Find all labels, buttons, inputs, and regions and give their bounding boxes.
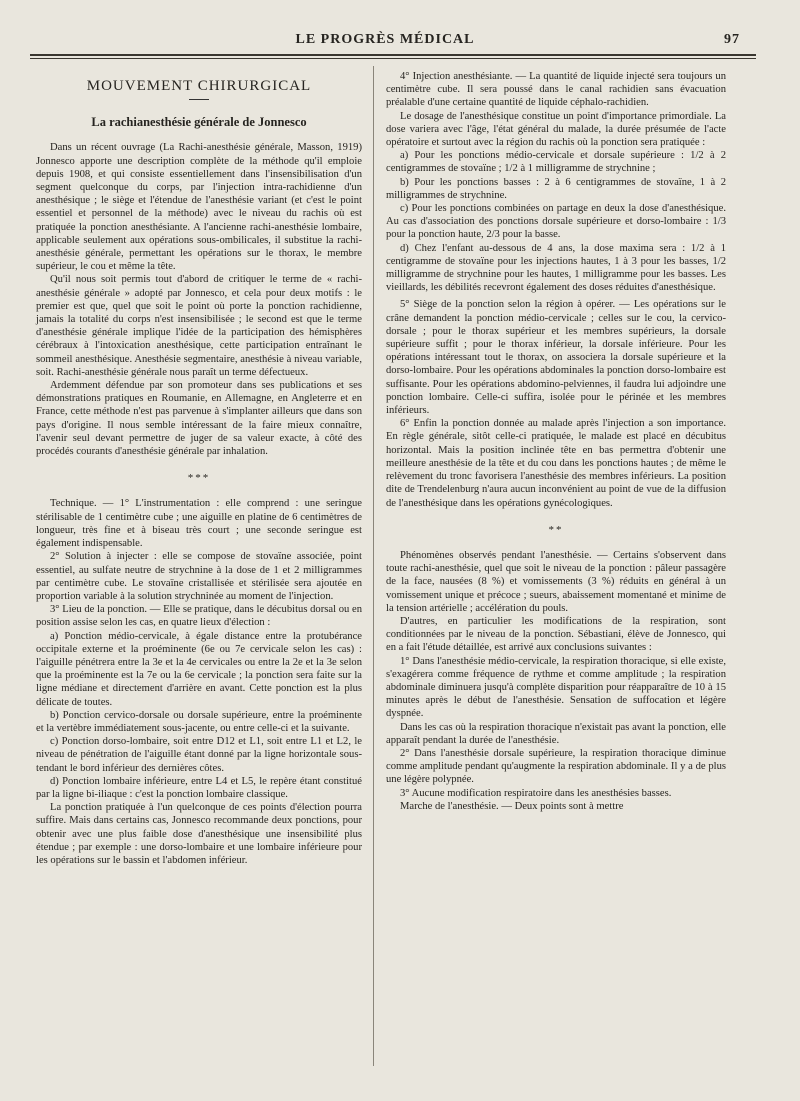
section-separator: ** [548,523,564,536]
paragraph: b) Ponction cervico-dorsale ou dorsale supérieure, entre la proéminente et la vertèbre immédiatement sous-jacente, ou entre celle-ci et la suivante. [36,709,362,734]
paragraph: Marche de l'anesthésie. — Deux points sont à mettre [400,800,624,812]
paragraph: Dans les cas où la respiration thoracique n'existait pas avant la ponction, elle apparaît pendant la durée de l'anesthésie. [386,721,726,746]
paragraph: D'autres, en particulier les modifications de la respiration, sont conditionnées par le niveau de la ponction. Sébastiani, élève de Jonnesco, qui en a fait l'étude détaillée, est arrivé aux conclusions suivantes : [386,615,726,654]
paragraph: 4° Injection anesthésiante. — La quantité de liquide injecté sera toujours un centimètre cube. Il sera poussé dans le canal rachidien sans évacuation préalable d'une certaine quantité de liquide céphalo-rachidien. [386,71,726,109]
paragraph: a) Pour les ponctions médio-cervicale et dorsale supérieure : 1/2 à 2 centigrammes de stovaïne ; 1/2 à 1 milligramme de strychnine ; [386,150,726,175]
paragraph: b) Pour les ponctions basses : 2 à 6 centigrammes de stovaïne, 1 à 2 milligrammes de strychnine. [386,176,726,201]
paragraph: Dans un récent ouvrage (La Rachi-anesthésie générale, Masson, 1919) Jonnesco apporte une description complète de la méthode qu'il emploie depuis 1908, et qui consiste essentiellement dans l'insensibilisation d'un segment quelconque du corps, par l'injection intra-rachidienne d'un anesthésique ; le siège et l'étendue de l'anesthésie variant (et c'est le point essentiel et personnel de la méthode) avec le niveau du rachis où est pratiquée la ponction anesthésiante. A l'ancienne rachi-anesthésie lombaire, applicable seulement aux opérations sous-ombilicales, il substitue la rachi-anesthésie générale, permettant les opérations sur le thorax, le membre supérieur, le cou et même la tête. [36,142,362,273]
section-separator: *** [187,472,211,485]
paragraph: Ardemment défendue par son promoteur dans ses publications et ses démonstrations pratiques en Roumanie, en Allemagne, en Angleterre et en France, cette méthode n'est pas parvenue à s'implanter ailleurs que dans son pays d'origine. Il nous semble intéressant de la faire mieux connaître, l'avenir seul devant permettre de juger de sa valeur exacte, à côté des procédés courants d'anesthésie générale par inhalation. [36,380,362,458]
column-divider [373,66,374,1066]
paragraph: 6° Enfin la ponction donnée au malade après l'injection a son importance. En règle générale, sitôt celle-ci pratiquée, le malade est placé en décubitus horizontal. Mais la position inclinée tête en bas permettra d'obtenir une meilleure anesthésie de la tête et du cou dans les ponctions hautes ; de même le relèvement du tronc favorisera l'anesthésie des membres inférieurs. La position dite de Trendelenburg n'aura aucun inconvénient au point de vue de la diffusion de l'anesthésique dans les opérations gynécologiques. [386,418,726,509]
article-title: La rachianesthésie générale de Jonnesco [91,115,307,130]
title-rule [189,99,209,100]
paragraph: d) Chez l'enfant au-dessous de 4 ans, la dose maxima sera : 1/2 à 1 centigramme de stovaïne pour les injections hautes, 1 à 3 pour les basses, 1/2 milligramme de strychnine pour les hautes, 1 milligramme pour les basses. Les vieillards, les débilités recevront également des doses réduites d'anesthésique. [386,242,726,294]
paragraph: Qu'il nous soit permis tout d'abord de critiquer le terme de « rachi-anesthésie générale » adopté par Jonnesco, et cela pour deux motifs : le premier est que, quel que soit le point où porte la ponction rachidienne, jamais la totalité du corps n'est insensibilisée ; le second est que le terme d'anesthésie générale implique l'idée de la participation des hémisphères cérébraux à l'intoxication anesthésique, cette participation entraînant le sommeil anesthésique. Anesthésie segmentaire, anesthésie à niveau variable, soit. Rachi-anesthésie générale nous paraît un terme défectueux. [36,274,362,378]
paragraph: 2° Solution à injecter : elle se compose de stovaïne associée, point essentiel, au sulfate neutre de strychnine à la dose de 1 et 2 milligrammes par centimètre cube. Le stovaïne cristallisée et stérilisée sera ajoutée en proportion variable à la solution strychninée au moment de l'injection. [36,551,362,602]
paragraph: La ponction pratiquée à l'un quelconque de ces points d'élection pourra suffire. Mais dans certains cas, Jonnesco recommande deux ponctions, pour obtenir avec une plus faible dose d'anesthésique une insensibilité plus étendue ; par exemple : une dorso-lombaire et une lombaire inférieure pour les opérations sur le bassin et l'abdomen inférieur. [36,802,362,866]
paragraph: 2° Dans l'anesthésie dorsale supérieure, la respiration thoracique diminue comme amplitude pendant qu'augmente la respiration abdominale. Il y a de plus une légère polypnée. [386,747,726,786]
paragraph: 5° Siège de la ponction selon la région à opérer. — Les opérations sur le crâne demandent la ponction médio-cervicale ; celles sur le cou, la cervico-dorsale ; pour le thorax supérieur et les membres supérieurs, la dorsale supérieure suffit ; pour le thorax inférieur, la dorsale inférieure. Pour les opérations intéressant tout le thorax, on associera la dorsale supérieure et la dorso-lombaire. Pour les opérations abdominales la ponction dorso-lombaire est suffisante. Pour les opérations abdomino-pelviennes, il faudra lui adjoindre une ponction lombaire. Celle-ci suffira, isolée pour le périnée et les membres inférieurs. [386,299,726,417]
paragraph: 1° Dans l'anesthésie médio-cervicale, la respiration thoracique, si elle existe, s'exagérera comme fréquence de rythme et comme amplitude ; la respiration abdominale diminuera jusqu'à complète disparition pour réapparaître de 10 à 15 minutes après le début de l'anesthésie. Sensation de suffocation et légère dyspnée. [386,655,726,720]
running-title: LE PROGRÈS MÉDICAL [295,32,475,47]
section-title: MOUVEMENT CHIRURGICAL [86,78,312,94]
page-header [30,30,740,52]
left-column [36,70,362,867]
header-rule-thin [30,58,756,59]
right-column [386,70,726,813]
paragraph: c) Pour les ponctions combinées on partage en deux la dose d'anesthésique. Au cas d'association des ponctions dorsale supérieure et dorso-lombaire : 1/3 pour la ponction haute, 2/3 pour la basse. [386,203,726,241]
paragraph: c) Ponction dorso-lombaire, soit entre D12 et L1, soit entre L1 et L2, le niveau de pénétration de l'aiguille étant donné par la ligne horizontale sous-tendant le bord inférieur des dernières côtes. [36,736,362,774]
page-number: 97 [724,32,740,47]
paragraph: 3° Aucune modification respiratoire dans les anesthésies basses. [400,787,672,799]
paragraph: Phénomènes observés pendant l'anesthésie. — Certains s'observent dans toute rachi-anesthésie, quel que soit le niveau de la ponction : pâleur passagère de la face, nausées (8 %) et vomissements (3 %) réduits en général à un vomissement unique et précoce ; sueurs, abaissement momentané et minime de la tension artérielle ; accélération du pouls. [386,549,726,614]
paragraph: 3° Lieu de la ponction. — Elle se pratique, dans le décubitus dorsal ou en position assise selon les cas, en quatre lieux d'élection : [36,604,362,629]
paragraph: a) Ponction médio-cervicale, à égale distance entre la protubérance occipitale externe et la proéminente (6e ou 7e cervicale selon les cas) : l'aiguille pénétrera entre la 3e et la 4e cervicales ou entre la 2e et la 3e selon que la proéminente est la 7e ou la 6e cervicale ; la ponction sera faite sur la ligne médiane et directement d'arrière en avant. Cette ponction est la plus délicate de toutes. [36,630,362,708]
paragraph: Technique. — 1° L'instrumentation : elle comprend : une seringue stérilisable de 1 centimètre cube ; une aiguille en platine de 6 centimètres de longueur, très fine et à biseau très court ; une seconde seringue est également indispensable. [36,498,362,550]
header-rule-thick [30,54,756,56]
paragraph: Le dosage de l'anesthésique constitue un point d'importance primordiale. La dose variera avec l'âge, l'état général du malade, la durée présumée de l'acte opératoire et surtout avec la région du rachis où la ponction sera pratiquée : [386,110,726,149]
paragraph: d) Ponction lombaire inférieure, entre L4 et L5, le repère étant constitué par la ligne bi-iliaque : c'est la ponction lombaire classique. [36,775,362,800]
